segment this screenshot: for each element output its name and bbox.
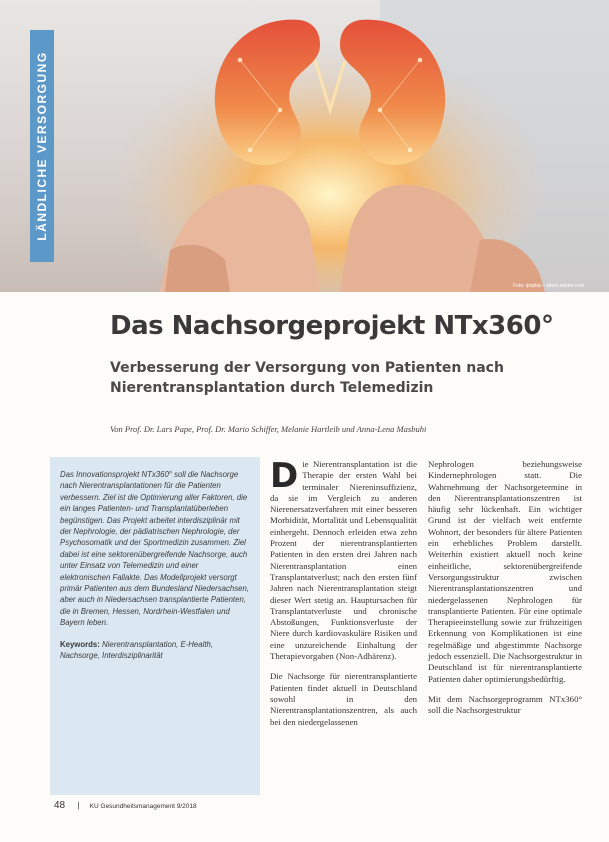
drop-cap: D: [270, 456, 299, 496]
body-paragraph: Mit dem Nachsorgeprogramm NTx360° soll die Nachsorgestruktur: [428, 693, 582, 716]
hero-image: [0, 0, 609, 292]
body-paragraph: [270, 456, 417, 662]
body-column-1: [270, 456, 417, 737]
keywords-list: Nierentransplantation, E-Health, Nachsorge, Interdisziplinarität: [60, 639, 213, 661]
article-subtitle: Verbesserung der Versorgung von Patienten nach Nierentransplantation durch Telemedizin: [110, 360, 504, 396]
abstract-keywords: [60, 639, 250, 662]
body-column-2: [428, 459, 582, 726]
footer-separator: |: [77, 801, 80, 810]
section-label-strip: [30, 30, 54, 262]
magazine-name: KU Gesundheitsmanagement 9/2018: [89, 803, 197, 810]
page-number: 48: [54, 800, 66, 811]
article-authors: Von Prof. Dr. Lars Pape, Prof. Dr. Mario Schiffer, Melanie Hartleib und Anna-Lena Masbuhi: [110, 424, 427, 434]
body-paragraph: Nephrologen beziehungsweise Kindernephrologen statt. Die Wahrnehmung der Nachsorgetermine in den Nierentransplantationszentren ist häufig sehr lückenhaft. Ein wichtiger Grund ist der vielfach weit entfernte Wohnort, der besonders für ältere Patienten ein erhebliches Problem darstellt. Weiterhin existiert aktuell noch keine einheitliche, sektorenübergreifende Versorgungsstruktur zwischen Nierentransplantationszentren und niedergelassenen Nephrologen für transplantierte Patienten. Für eine optimale Therapieeinstellung sowie zur frühzeitigen Erkennung von Komplikationen ist eine regelmäßige und abgestimmte Nachsorge jedoch essenziell. Die Nachsorgestruktur in Deutschland ist für nierentransplantierte Patienten daher optimierungsbedürftig.: [428, 459, 582, 684]
article-title: Das Nachsorgeprojekt NTx360°: [110, 311, 554, 341]
kidneys-in-hands-illustration: [0, 0, 609, 292]
photo-credit: Foto: ipopba – stock.adobe.com: [513, 283, 585, 289]
page-footer: [54, 800, 197, 811]
abstract-box: [50, 457, 260, 795]
body-paragraph: Die Nachsorge für nierentransplantierte Patienten findet aktuell in Deutschland sowohl in den Nierentransplantationszentren, als auch bei den niedergelassenen: [270, 671, 417, 727]
body-paragraph-text: ie Nierentransplantation ist die Therapie der ersten Wahl bei terminaler Niereninsuffizienz, da sie im Vergleich zu anderen Nierenersatzverfahren mit einer besseren Morbidität, Mortalität und Lebensqualität einhergeht. Dennoch erleiden etwa zehn Prozent der nierentransplantierten Patienten in den ersten drei Jahren nach Nierentransplantation einen Transplantatverlust; nach den ersten fünf Jahren nach Nierentransplantation steigt dieser Wert stetig an. Hauptursachen für Transplantatverluste und chronische Abstoßungen, Funktionsverluste der Niere durch kardiovaskuläre Risiken und eine unzureichende Einhaltung der Therapievorgaben (Non-Adhärenz).: [270, 459, 417, 662]
section-label: LÄNDLICHE VERSORGUNG: [35, 51, 49, 241]
keywords-label: Keywords:: [60, 639, 100, 649]
abstract-text: Das Innovationsprojekt NTx360° soll die Nachsorge nach Nierentransplantationen für die Patienten verbessern. Ziel ist die Optimierung aller Faktoren, die ein langes Patienten- und Transplantatüberleben begünstigen. Das Projekt arbeitet interdisziplinär mit der Nephrologie, der pädiatrischen Nephrologie, der Psychosomatik und der Sportmedizin zusammen. Ziel dabei ist eine sektorenübergreifende Nachsorge, auch unter Einsatz von Telemedizin und einer elektronischen Fallakte. Das Modellprojekt versorgt primär Patienten aus dem Bundesland Niedersachsen, aber auch in Niedersachsen transplantierte Patienten, die in Bremen, Hessen, Nordrhein-Westfalen und Bayern leben.: [60, 470, 249, 628]
